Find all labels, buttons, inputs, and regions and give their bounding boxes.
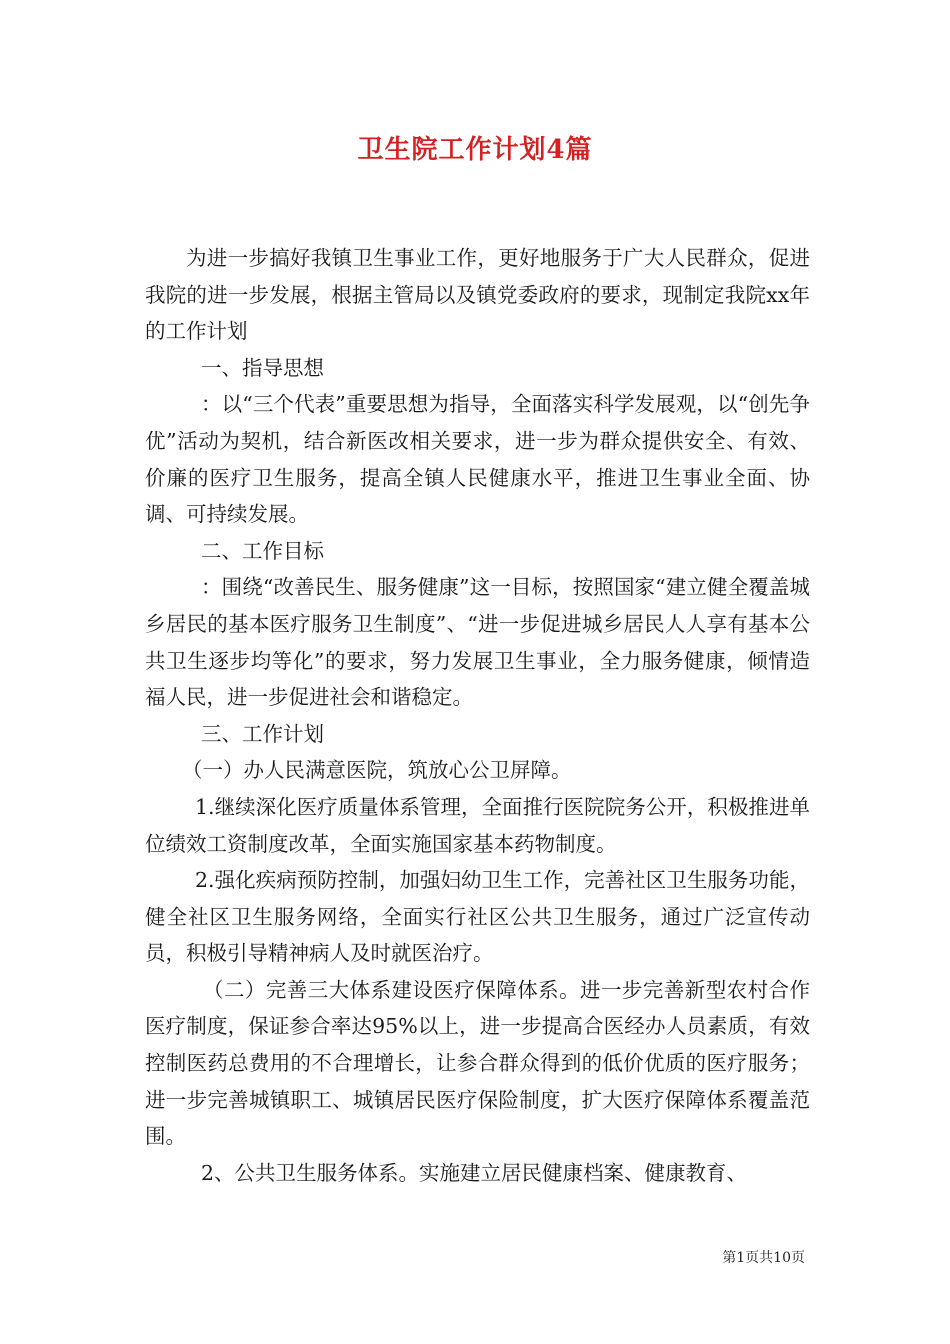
document-title: 卫生院工作计划4篇 <box>357 135 593 165</box>
heading-work-goals: 二、工作目标 <box>201 538 324 563</box>
paragraph-public-health: 2、公共卫生服务体系。实施建立居民健康档案、健康教育、 <box>201 1160 748 1185</box>
paragraph-work-goals: ：围绕“改善民生、服务健康”这一目标，按照国家“建立健全覆盖城乡居民的基本医疗服务卫生制度”、“进一步促进城乡居民人人享有基本公共卫生逐步均等化”的要求，努力发展卫生事业，全力服务健康，倾情造福人民，进一步促进社会和谐稳定。 <box>145 575 810 710</box>
list-item-1: 1.继续深化医疗质量体系管理，全面推行医院院务公开，积极推进单位绩效工资制度改革，全面实施国家基本药物制度。 <box>145 794 810 856</box>
page-number: 第1页共10页 <box>722 1250 805 1266</box>
paragraph-three-systems: （二）完善三大体系建设医疗保障体系。进一步完善新型农村合作医疗制度，保证参合率达95%以上，进一步提高合医经办人员素质，有效控制医药总费用的不合理增长，让参合群众得到的低价优质的医疗服务；进一步完善城镇职工、城镇居民医疗保险制度，扩大医疗保障体系覆盖范围。 <box>145 977 810 1149</box>
paragraph-guiding-ideology: ：以“三个代表”重要思想为指导，全面落实科学发展观，以“创先争优”活动为契机，结合新医改相关要求，进一步为群众提供安全、有效、价廉的医疗卫生服务，提高全镇人民健康水平，推进卫生事业全面、协调、可持续发展。 <box>145 392 810 527</box>
heading-work-plan: 三、工作计划 <box>201 721 324 746</box>
subheading-hospital: （一）办人民满意医院，筑放心公卫屏障。 <box>182 758 572 783</box>
list-item-2: 2.强化疾病预防控制，加强妇幼卫生工作，完善社区卫生服务功能，健全社区卫生服务网络，全面实行社区公共卫生服务，通过广泛宣传动员，积极引导精神病人及时就医治疗。 <box>145 868 810 966</box>
paragraph-intro: 为进一步搞好我镇卫生事业工作，更好地服务于广大人民群众，促进我院的进一步发展，根据主管局以及镇党委政府的要求，现制定我院xx年的工作计划 <box>145 246 810 344</box>
heading-guiding-ideology: 一、指导思想 <box>201 355 324 380</box>
document-body <box>145 240 810 1191</box>
